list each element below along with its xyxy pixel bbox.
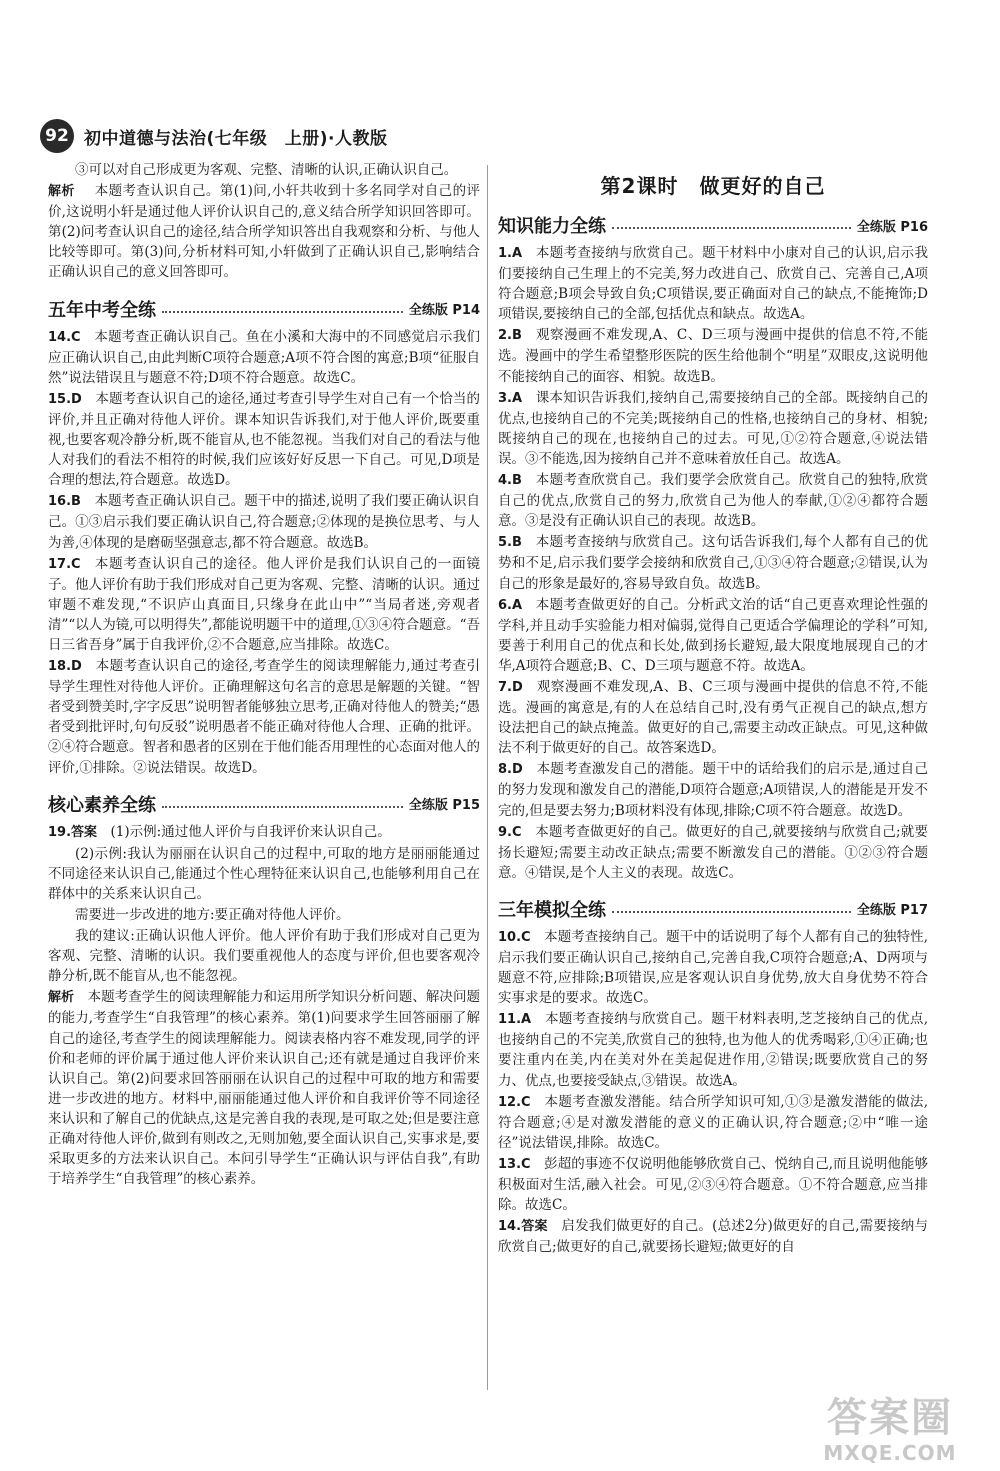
section-header-sannian <box>498 895 928 923</box>
answer-item <box>48 987 480 1189</box>
item-text: 本题考查接纳与欣赏自己。题干材料表明,芝芝接纳自己的优点,也接纳自己的不完美,欣赏自己的独特,也为他人的优秀喝彩,①④正确;也要注重内在美,内在美对外在美起促进作用,②错误;既要欣赏自己的努力、优点,也要接受缺点,③错误。故选A。 <box>498 1011 928 1089</box>
item-text: 本题考查正确认识自己。题干中的描述,说明了我们要正确认识自己。①③启示我们要正确认识自己,符合题意;②体现的是换位思考、与人为善,④体现的是磨砺坚强意志,都不符合题意。故选B。 <box>48 493 480 551</box>
item-number: 19.答案 <box>48 824 98 840</box>
answer-item <box>498 1092 928 1153</box>
item-text: 我的建议:正确认识他人评价。他人评价有助于我们形成对自己更为客观、完整、清晰的认识。我们要重视他人的态度与评价,但也要客观冷静分析,既不能盲从,也不能忽视。 <box>48 928 480 985</box>
section-title: 核心素养全练 <box>48 794 156 816</box>
item-number: 13.C <box>498 1156 531 1172</box>
book-title: 初中道德与法治(七年级 上册)·人教版 <box>84 128 388 149</box>
item-number: 14.答案 <box>498 1219 548 1235</box>
item-text: 本题考查激发潜能。结合所学知识可知,①③是激发潜能的做法,符合题意;④是对激发潜能的意义的正确认识,符合题意;②中“唯一途径”说法错误,排除。故选C。 <box>498 1093 928 1151</box>
answer-item <box>48 926 480 986</box>
answer-item <box>48 389 480 490</box>
item-text: 观察漫画不难发现,A、C、D三项与漫画中提供的信息不符,不能选。漫画中的学生希望整形医院的医生给他制个“明星”双眼皮,这说明他不能接纳自己的面容、相貌。故选B。 <box>498 327 928 385</box>
item-text: 本题考查认识自己的途径。他人评价是我们认识自己的一面镜子。他人评价有助于我们形成对自己更为客观、完整、清晰的认识。通过审题不难发现,“不识庐山真面目,只缘身在此山中”“当局者迷,旁观者清”“以人为镜,可以明得失”,都能说明题干中的道理,①③④符合题意。“吾日三省吾身”属于自我评价,②不合题意,应当排除。故选C。 <box>48 555 480 653</box>
answer-item <box>498 388 928 469</box>
item-text: 本题考查认识自己的途径,通过考查引导学生对自己有一个恰当的评价,并且正确对待他人评价。课本知识告诉我们,对于他人评价,既要重视,也要客观冷静分析,既不能盲从,也不能忽视。当我们对自己的看法与他人对我们的看法不相符的时候,我们应该好好反思一下自己。可见,D项是合理的想法,符合题意。故选D。 <box>48 390 480 489</box>
section-ref: 全练版 P15 <box>408 798 480 814</box>
item-text: 本题考查做更好的自己。分析武文治的话“自己更喜欢理论性强的学科,并且动手实验能力相对偏弱,觉得自己更适合学偏理论的学科”可知,要善于利用自己的优点和长处,做到扬长避短,最大限度地展现自己的才华,A项符合题意;B、C、D三项与题意不符。故选A。 <box>498 596 928 674</box>
answer-item <box>498 822 928 883</box>
item-text: 观察漫画不难发现,A、B、C三项与漫画中提供的信息不符,不能选。漫画的寓意是,有的人在总结自己时,没有勇气正视自己的缺点,想方设法把自己的缺点掩盖。做更好的自己,需要主动改正缺点。可见,这种做法不利于做更好的自己。故答案选D。 <box>498 678 928 757</box>
answer-item <box>498 595 928 676</box>
item-number: 16.B <box>48 494 81 510</box>
watermark-logo: 答案圈 <box>827 1395 953 1441</box>
answer-item <box>498 1216 928 1257</box>
item-number: 4.B <box>498 473 522 489</box>
answer-item <box>498 1154 928 1215</box>
item-text: 本题考查激发自己的潜能。题干中的话给我们的启示是,通过自己的努力发现和激发自己的潜能,D项符合题意;A项错误,人的潜能是开发不完的,但是要去努力;B项材料没有体现,排除;C项不符合题意。故选D。 <box>498 761 928 819</box>
item-number: 11.A <box>498 1012 532 1028</box>
section-title: 知识能力全练 <box>498 216 606 237</box>
item-number: 2.B <box>498 328 522 344</box>
answer-item <box>48 491 480 552</box>
page-header <box>40 118 388 154</box>
item-number: 5.B <box>498 535 522 551</box>
section-header-wunian <box>48 295 480 323</box>
section-ref: 全练版 P17 <box>856 903 928 919</box>
item-text: ③可以对自己形成更为客观、完整、清晰的认识,正确认识自己。 <box>75 162 458 178</box>
item-number: 15.D <box>48 391 82 407</box>
answer-item <box>48 844 480 904</box>
dotted-leader <box>162 806 403 808</box>
item-text: 本题考查欣赏自己。我们要学会欣赏自己。欣赏自己的独特,欣赏自己的优点,欣赏自己的努力,欣赏自己为他人的奉献,①②④都符合题意。③是没有正确认识自己的表现。故选B。 <box>498 472 928 530</box>
answer-item <box>48 160 480 180</box>
item-text: (2)示例:我认为丽丽在认识自己的过程中,可取的地方是丽丽能通过不同途径来认识自己,能通过个性心理特征来认识自己,也能够利用自己在群体中的关系来认识自己。 <box>48 845 480 902</box>
answer-list <box>48 822 480 1190</box>
right-column <box>498 160 928 1258</box>
answer-list <box>498 243 928 883</box>
item-number: 8.D <box>498 762 523 778</box>
answer-item <box>498 759 928 820</box>
item-text: (1)示例:通过他人评价与自我评价来认识自己。 <box>110 823 391 840</box>
left-column <box>48 160 480 1190</box>
item-number: 9.C <box>498 824 522 840</box>
answer-list <box>48 327 480 778</box>
item-text: 本题考查学生的阅读理解能力和运用所学知识分析问题、解决问题的能力,考查学生“自我管理”的核心素养。第(1)问要求学生回答丽丽了解自己的途径,考查学生的阅读理解能力。阅读表格内容不难发现,同学的评价和老师的评价属于通过他人评价来认识自己;还有就是通过自我评价来认识自己。第(2)问要求回答丽丽在认识自己的过程中可取的地方和需要进一步改进的地方。材料中,丽丽能通过他人评价和自我评价等不同途径来认识和了解自己的优缺点,这是完善自我的表现,是可取之处;但是要注意正确对待他人评价,做到有则改之,无则加勉,要全面认识自己,实事求是,要采取更多的方法来认识自己。本问引导学生“正确认识与评估自我”,有助于培养学生“自我管理”的核心素养。 <box>48 989 480 1188</box>
item-text: 启发我们做更好的自己。(总述2分)做更好的自己,需要接纳与欣赏自己;做更好的自己,就要扬长避短;做更好的自 <box>498 1218 929 1256</box>
site-watermark <box>800 1395 980 1465</box>
intro-block <box>48 160 480 283</box>
item-text: 课本知识告诉我们,接纳自己,需要接纳自己的全部。既接纳自己的优点,也接纳自己的不完美;既接纳自己的性格,也接纳自己的身材、相貌;既接纳自己的现在,也接纳自己的过去。可见,①②符合题意,④说法错误。③不能选,因为接纳自己并不意味着放任自己。故选A。 <box>498 389 928 467</box>
answer-item <box>48 822 480 843</box>
item-number: 14.C <box>48 329 81 345</box>
item-number: 7.D <box>498 679 523 695</box>
item-number: 3.A <box>498 390 523 406</box>
item-number: 18.D <box>48 659 82 675</box>
item-tag: 解析 <box>48 184 75 200</box>
item-number: 17.C <box>48 556 81 572</box>
answer-item <box>498 927 928 1008</box>
item-text: 本题考查接纳自己。题干中的话说明了每个人都有自己的独特性,启示我们要正确认识自己,接纳自己,完善自我,C项符合题意;A、D两项与题意不符,应排除;B项错误,应是客观认识自身优势,放大自身优势不符合实事求是的要求。故选C。 <box>498 928 928 1007</box>
answer-item <box>48 181 480 282</box>
dotted-leader <box>612 911 851 913</box>
page-number: 92 <box>40 119 74 153</box>
answer-list <box>498 927 928 1258</box>
section-ref: 全练版 P14 <box>408 303 480 319</box>
watermark-url: MXQE.COM <box>823 1441 957 1465</box>
answer-item <box>48 327 480 388</box>
answer-item <box>498 532 928 593</box>
item-text: 需要进一步改进的地方:要正确对待他人评价。 <box>75 907 350 923</box>
answer-item <box>48 554 480 655</box>
item-text: 本题考查正确认识自己。鱼在小溪和大海中的不同感觉启示我们应正确认识自己,由此判断C项符合题意;A项不符合图的寓意;B项“征服自然”说法错误且与题意不符;D项不符合题意。故选C。 <box>48 328 480 386</box>
dotted-leader <box>612 227 851 229</box>
answer-item <box>498 243 928 324</box>
item-text: 彭超的事迹不仅说明他能够欣赏自己、悦纳自己,而且说明他能够积极面对生活,融入社会。可见,②③④符合题意。①不符合题意,应当排除。故选C。 <box>498 1155 928 1214</box>
answer-item <box>498 677 928 758</box>
section-header-hexin <box>48 790 480 818</box>
item-text: 本题考查认识自己。第(1)问,小轩共收到十多名同学对自己的评价,这说明小轩是通过他人评价认识自己的,意义结合所学知识回答即可。第(2)问考查认识自己的途径,结合所学知识答出自我观察和分析、与他人比较等即可。第(3)问,分析材料可知,小轩做到了正确认识自己,影响结合正确认识自己的意义回答即可。 <box>48 183 480 281</box>
lesson-title: 第2课时 做更好的自己 <box>600 174 826 198</box>
answer-item <box>48 905 480 925</box>
section-ref: 全练版 P16 <box>856 219 928 235</box>
column-divider <box>487 165 488 1390</box>
answer-item <box>498 1009 928 1090</box>
item-number: 6.A <box>498 597 523 613</box>
section-title: 三年模拟全练 <box>498 899 606 921</box>
answer-item <box>498 470 928 531</box>
answer-item <box>498 325 928 386</box>
answer-item <box>48 656 480 778</box>
item-number: 12.C <box>498 1094 531 1110</box>
item-number: 10.C <box>498 929 531 945</box>
section-title: 五年中考全练 <box>48 299 156 321</box>
item-number: 解析 <box>48 990 75 1006</box>
section-header-zhishi <box>498 211 928 239</box>
dotted-leader <box>162 311 403 313</box>
item-text: 本题考查做更好的自己。做更好的自己,就要接纳与欣赏自己;就要扬长避短;需要主动改正缺点;需要不断激发自己的潜能。①②③符合题意。④错误,是个人主义的表现。故选C。 <box>498 823 928 881</box>
item-text: 本题考查认识自己的途径,考查学生的阅读理解能力,通过考查引导学生理性对待他人评价。正确理解这句名言的意思是解题的关键。“智者受到赞美时,字字反思”说明智者能够独立思考,正确对待他人的赞美;“愚者受到批评时,句句反驳”说明愚者不能正确对待他人合理、正确的批评。②④符合题意。智者和愚者的区别在于他们能否用理性的心态面对他人的评价,①排除。②说法错误。故选D。 <box>48 658 480 776</box>
item-text: 本题考查接纳与欣赏自己。这句话告诉我们,每个人都有自己的优势和不足,启示我们要学会接纳和欣赏自己,①③④符合题意;②错误,认为自己的形象是最好的,容易导致自负。故选B。 <box>498 534 928 592</box>
item-number: 1.A <box>498 246 523 261</box>
item-text: 本题考查接纳与欣赏自己。题干材料中小康对自己的认识,启示我们要接纳自己生理上的不完美,努力改进自己、欣赏自己、完善自己,A项符合题意;B项会导致自负;C项错误,要正确面对自己的缺点,不能掩饰;D项错误,要接纳自己的全部,包括优点和缺点。故选A。 <box>498 245 928 323</box>
